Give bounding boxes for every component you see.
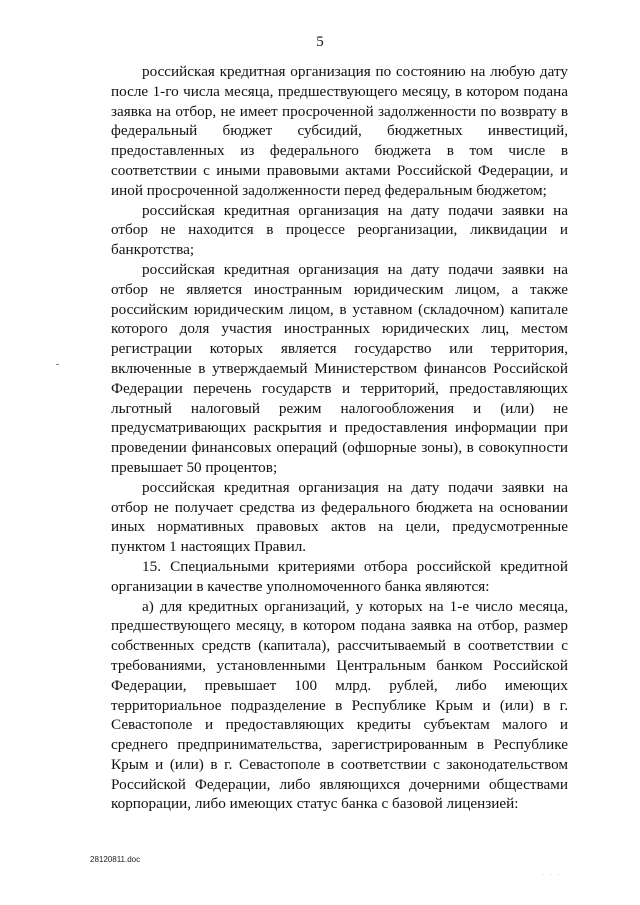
paragraph-not-foreign-entity: российская кредитная организация на дату подачи заявки на отбор не является иностранным юридическим лицом, а также российским юридическим лицом, в уставном (складочном) капитале которого доля участия иностранных юридических лиц, местом регистрации которых является государство или территория, включенные в утверждаемый Министерством финансов Российской Федерации перечень государств и территорий, предоставляющих льготный налоговый режим налогообложения и (или) не предусматривающих раскрытия и предоставления информации при проведении финансовых операций (офшорные зоны), в совокупности превышает 50 процентов; (111, 260, 568, 476)
margin-mark (56, 364, 59, 365)
paragraph-no-reorganization: российская кредитная организация на дату подачи заявки на отбор не находится в процессе реорганизации, ликвидации и банкротства; (111, 201, 568, 259)
page-number: 5 (316, 34, 324, 50)
paragraph-no-other-funding: российская кредитная организация на дату подачи заявки на отбор не получает средства из федерального бюджета на основании иных нормативных правовых актов на цели, предусмотренные пунктом 1 настоящих Правил. (111, 478, 568, 556)
corner-scan-mark: · · · (542, 872, 562, 879)
paragraph-criteria-a: а) для кредитных организаций, у которых на 1-е число месяца, предшествующего месяцу, в котором подана заявка на отбор, размер собственных средств (капитала), рассчитываемый в соответствии с требованиями, установленными Центральным банком Российской Федерации, превышает 100 млрд. рублей, либо имеющих территориальное подразделение в Республике Крым и (или) в г. Севастополе и предоставляющих кредиты субъектам малого и среднего предпринимательства, зарегистрированным в Республике Крым и (или) в г. Севастополе в соответствии с законодательством Российской Федерации, либо являющихся дочерними обществами корпорации, либо имеющих статус банка с базовой лицензией: (111, 597, 568, 813)
document-body (111, 62, 568, 814)
footer-filename: 28120811.doc (90, 855, 141, 864)
paragraph-special-criteria: 15. Специальными критериями отбора российской кредитной организации в качестве уполномоченного банка являются: (111, 557, 568, 595)
paragraph-no-overdue-debt: российская кредитная организация по состоянию на любую дату после 1-го числа месяца, предшествующего месяцу, в котором подана заявка на отбор, не имеет просроченной задолженности по возврату в федеральный бюджет субсидий, бюджетных инвестиций, предоставленных из федерального бюджета в том числе в соответствии с иными правовыми актами Российской Федерации, и иной просроченной задолженности перед федеральным бюджетом; (111, 63, 568, 199)
